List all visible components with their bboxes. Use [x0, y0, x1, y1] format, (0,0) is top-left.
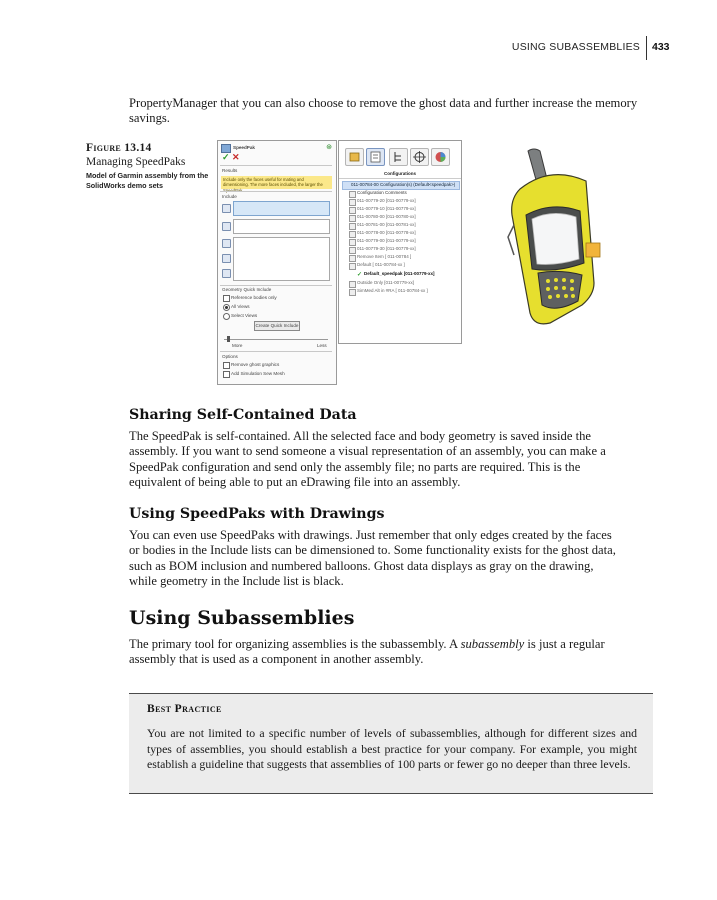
ok-icon[interactable]: ✓	[222, 152, 230, 162]
reference-bodies-checkbox[interactable]	[223, 295, 230, 302]
all-views-radio[interactable]	[223, 304, 230, 311]
cancel-icon[interactable]: ✕	[232, 152, 240, 162]
reference-icon	[222, 269, 231, 278]
figure-caption	[86, 142, 210, 191]
configuration-comments-folder[interactable]: Configuration Comments	[357, 190, 407, 195]
paragraph-line: SpeedPak configuration and send only the assembly file; no parts are required. This is the	[129, 459, 581, 474]
create-quick-include-button[interactable]: Create Quick Include	[254, 321, 300, 331]
configuration-manager-tab[interactable]	[389, 148, 408, 166]
display-manager-tab[interactable]	[431, 148, 450, 166]
configuration-manager-panel	[338, 140, 462, 344]
figure-number: Figure 13.14	[86, 142, 152, 154]
geometry-quick-include-label: Geometry Quick Include	[222, 287, 272, 292]
tree-row[interactable]: Outside Only [011-00779-xx]	[357, 280, 414, 285]
active-config-check-icon: ✓	[357, 272, 363, 278]
section-heading-subassemblies: Using Subassemblies	[129, 607, 355, 629]
paragraph-line: assembly. If you want to send someone a visual representation of an assembly, you can make a	[129, 444, 606, 459]
best-practice-text: You are not limited to a specific number of levels of subassemblies, although for different sizes and types of assemblies, you should establish a best practice for your company. For example, you might establish a guideline that suggests that assemblies of 100 parts or fewer go no deeper than three levels.	[147, 726, 637, 772]
paragraph-line: such as BOM inclusion and numbered balloons. Ghost data displays as gray on the drawing,	[129, 558, 594, 573]
speedpak-config-row[interactable]: Default_speedpak [011-00779-xx]	[364, 271, 435, 276]
options-label: Options	[222, 354, 238, 359]
dimxpert-tab[interactable]	[410, 148, 429, 166]
results-message: Include only the faces useful for mating and dimensioning. The more faces included, the larger the	[221, 176, 332, 189]
tree-row[interactable]: 011-00781-00 [011-00781-xx]	[357, 222, 416, 227]
speedpak-property-manager	[217, 140, 337, 385]
quick-include-slider-handle[interactable]	[227, 336, 230, 342]
side-grip-shape	[508, 225, 514, 255]
tree-row[interactable]: Remove Item [ 011-00784 ]	[357, 254, 412, 259]
results-label: Results	[222, 168, 238, 173]
add-mesh-checkbox[interactable]	[223, 371, 230, 378]
faces-icon	[222, 204, 231, 213]
screen-shape	[532, 213, 579, 264]
figure-subcaption: Model of Garmin assembly from the SolidWorks demo sets	[86, 171, 209, 190]
select-views-radio[interactable]	[223, 313, 230, 320]
tree-row[interactable]: SimMed Alt in #RA [ 011-00784-xx ]	[357, 288, 428, 293]
section-heading-drawings: Using SpeedPaks with Drawings	[129, 506, 385, 522]
keypad-shape	[538, 271, 582, 308]
slider-more-label: More	[232, 343, 243, 348]
tree-row[interactable]: 011-00779-00 [011-00779-xx]	[357, 238, 416, 243]
components-icon	[222, 239, 231, 248]
paragraph-line: The primary tool for organizing assemblies is the subassembly. A subassembly is just a regular	[129, 637, 605, 651]
sketch-icon	[222, 254, 231, 263]
include-label: Include	[222, 194, 237, 199]
running-header-title: USING SUBASSEMBLIES	[511, 41, 640, 53]
paragraph-line: assembly that is used as a component in another assembly.	[129, 652, 424, 667]
bodies-include-list[interactable]	[233, 219, 330, 234]
configurations-title: Configurations	[384, 171, 416, 176]
feature-manager-tab[interactable]	[345, 148, 364, 166]
intro-paragraph: PropertyManager that you can also choose to remove the ghost data and further increase the memory savings.	[129, 96, 638, 126]
all-views-label: All Views	[231, 304, 250, 309]
paragraph-line: You can even use SpeedPaks with drawings. Just remember that only edges created by the faces	[129, 528, 612, 542]
quick-include-slider-track[interactable]	[224, 339, 328, 340]
paragraph-line: while geometry in the Include list is black.	[129, 574, 344, 589]
paragraph-line: The SpeedPak is self-contained. All the selected face and body geometry is saved inside the	[129, 429, 591, 443]
pm-title: SpeedPak	[233, 145, 255, 150]
section-sharing-body	[129, 429, 659, 491]
header-divider	[646, 36, 647, 60]
slider-less-label: Less	[317, 343, 327, 348]
section-drawings-body	[129, 528, 669, 590]
tree-row[interactable]: Default [ 011-00784-xx ]	[357, 262, 405, 267]
property-manager-tab[interactable]	[366, 148, 385, 166]
paragraph-line: or bodies in the Include lists can be dimensioned to. Some functionality exists for the ghost data,	[129, 543, 616, 558]
reference-bodies-label: Reference bodies only	[231, 295, 277, 300]
remove-ghost-label: Remove ghost graphics	[231, 362, 280, 367]
selected-face-shape	[586, 243, 600, 257]
section-heading-sharing: Sharing Self-Contained Data	[129, 407, 357, 423]
figure-title: Managing SpeedPaks	[86, 156, 186, 168]
help-icon[interactable]: ⊛	[326, 144, 332, 151]
best-practice-box	[129, 693, 653, 794]
tree-row[interactable]: 011-00779-20 [011-00779-xx]	[357, 198, 416, 203]
page-number: 433	[652, 41, 670, 53]
subassembly-term: subassembly	[460, 637, 525, 651]
components-include-list[interactable]	[233, 237, 330, 281]
remove-ghost-checkbox[interactable]	[223, 362, 230, 369]
garmin-device-illustration	[490, 145, 610, 345]
best-practice-label: Best Practice	[147, 703, 222, 715]
paragraph-line: equivalent of being able to put an eDrawing file into an assembly.	[129, 475, 461, 490]
tree-row[interactable]: 011-00778-00 [011-00778-xx]	[357, 230, 416, 235]
section-subassemblies-body	[129, 637, 669, 668]
tree-row[interactable]: 011-00780-00 [011-00780-xx]	[357, 214, 416, 219]
tree-row[interactable]: 011-00779-10 [011-00779-xx]	[357, 206, 416, 211]
tree-row[interactable]: 011-00779-30 [011-00779-xx]	[357, 246, 416, 251]
add-mesh-label: Add Simulation Sew Mesh	[231, 371, 285, 376]
faces-include-list[interactable]	[233, 201, 330, 216]
configuration-root-row[interactable]: 011-00784-00 Configuration(s) (Default<speedpak>)	[342, 181, 460, 190]
bodies-icon	[222, 222, 231, 231]
select-views-label: Select Views	[231, 313, 258, 318]
